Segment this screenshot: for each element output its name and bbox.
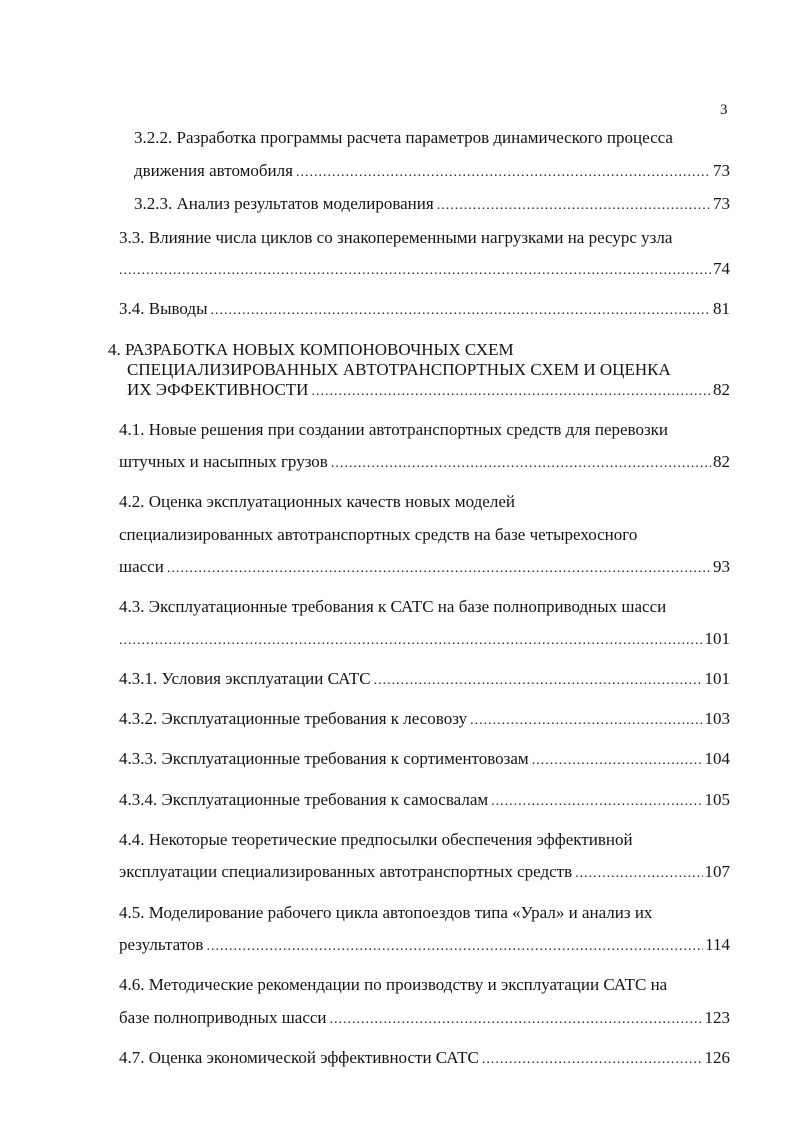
toc-page-4-6: 123 [704, 1008, 730, 1027]
dot-leader [482, 1049, 703, 1071]
toc-page-chapter-4: 82 [713, 380, 730, 399]
toc-page-4-5: 114 [705, 935, 730, 954]
toc-entry-3-4-text: 3.4. Выводы [119, 299, 208, 318]
dot-leader [119, 260, 711, 282]
toc-page-4-1: 82 [713, 452, 730, 471]
dot-leader [211, 300, 711, 322]
dot-leader [206, 936, 703, 958]
toc-entry-4-5-line2: результатов [119, 935, 204, 954]
toc-entry-4-2-line1: 4.2. Оценка эксплуатационных качеств новых моделей [119, 492, 515, 511]
toc-entry-3-2-2 [134, 160, 730, 184]
toc-entry-3-2-2-line2: движения автомобиля [134, 161, 293, 180]
toc-page-4-3-1: 101 [704, 669, 730, 688]
toc-entry-3-3-line1: 3.3. Влияние числа циклов со знакопеременными нагрузками на ресурс узла [119, 228, 673, 247]
toc-entry-4-7-text: 4.7. Оценка экономической эффективности САТС [119, 1048, 479, 1067]
toc-page-4-3-4: 105 [704, 790, 730, 809]
toc-entry-4-3-3 [119, 748, 730, 772]
dot-leader [437, 195, 711, 217]
toc-page-4-3: 101 [704, 629, 730, 648]
toc-page-3-3: 74 [713, 259, 730, 278]
toc-entry-4-6 [119, 1007, 730, 1031]
toc-page-4-4: 107 [704, 862, 730, 881]
toc-entry-4-5-line1: 4.5. Моделирование рабочего цикла автопоездов типа «Урал» и анализ их [119, 903, 653, 922]
dot-leader [374, 670, 703, 692]
toc-entry-3-4 [119, 298, 730, 322]
dot-leader [311, 383, 711, 401]
toc-chapter-4-line1: 4. РАЗРАБОТКА НОВЫХ КОМПОНОВОЧНЫХ СХЕМ [108, 340, 514, 359]
toc-entry-4-3-4-text: 4.3.4. Эксплуатационные требования к самосвалам [119, 790, 489, 809]
dot-leader [296, 162, 711, 184]
toc-page-4-7: 126 [704, 1048, 730, 1067]
toc-entry-4-3-2-text: 4.3.2. Эксплуатационные требования к лесовозу [119, 709, 468, 728]
toc-entry-4-3-1-text: 4.3.1. Условия эксплуатации САТС [119, 669, 371, 688]
toc-chapter-4 [127, 381, 730, 401]
toc-page-4-2: 93 [713, 557, 730, 576]
toc-entry-3-2-3-text: 3.2.3. Анализ результатов моделирования [134, 194, 434, 213]
toc-entry-4-3-2 [119, 708, 730, 732]
dot-leader [575, 863, 702, 885]
toc-entry-3-2-3 [134, 193, 730, 217]
toc-entry-4-7 [119, 1047, 730, 1071]
toc-entry-4-4-line2: эксплуатации специализированных автотранспортных средств [119, 862, 573, 881]
toc-entry-4-3-3-text: 4.3.3. Эксплуатационные требования к сортиментовозам [119, 749, 529, 768]
toc-entry-4-6-line2: базе полноприводных шасси [119, 1008, 327, 1027]
toc-chapter-4-line2: СПЕЦИАЛИЗИРОВАННЫХ АВТОТРАНСПОРТНЫХ СХЕМ И ОЦЕНКА [127, 360, 671, 379]
toc-entry-3-2-2-line1: 3.2.2. Разработка программы расчета параметров динамического процесса [134, 128, 673, 147]
page-number: 3 [720, 102, 728, 118]
toc-entry-4-2-line2: специализированных автотранспортных средств на базе четырехосного [119, 525, 638, 544]
toc-entry-4-2 [119, 556, 730, 580]
toc-entry-4-6-line1: 4.6. Методические рекомендации по производству и эксплуатации САТС на [119, 975, 668, 994]
dot-leader [491, 791, 702, 813]
toc-entry-4-3-1 [119, 668, 730, 692]
toc-entry-4-5 [119, 934, 730, 958]
toc-chapter-4-line3: ИХ ЭФФЕКТИВНОСТИ [127, 380, 309, 399]
toc-entry-4-1 [119, 451, 730, 475]
dot-leader [119, 630, 703, 652]
dot-leader [470, 710, 702, 732]
dot-leader [167, 558, 711, 580]
toc-entry-4-1-line1: 4.1. Новые решения при создании автотранспортных средств для перевозки [119, 420, 669, 439]
dot-leader [331, 453, 711, 475]
toc-page-4-3-3: 104 [704, 749, 730, 768]
toc-page-3-2-3: 73 [713, 194, 730, 213]
toc-entry-4-4-line1: 4.4. Некоторые теоретические предпосылки обеспечения эффективной [119, 830, 633, 849]
dot-leader [330, 1009, 703, 1031]
toc-entry-4-3-line1: 4.3. Эксплуатационные требования к САТС на базе полноприводных шасси [119, 597, 667, 616]
dot-leader [532, 750, 703, 772]
toc-entry-3-3 [119, 258, 730, 282]
toc-entry-4-4 [119, 861, 730, 885]
toc-entry-4-1-line2: штучных и насыпных грузов [119, 452, 328, 471]
toc-entry-4-2-line3: шасси [119, 557, 164, 576]
toc-page-4-3-2: 103 [704, 709, 730, 728]
toc-entry-4-3-4 [119, 789, 730, 813]
toc-entry-4-3 [119, 628, 730, 652]
toc-page-3-2-2: 73 [713, 161, 730, 180]
toc-page-3-4: 81 [713, 299, 730, 318]
